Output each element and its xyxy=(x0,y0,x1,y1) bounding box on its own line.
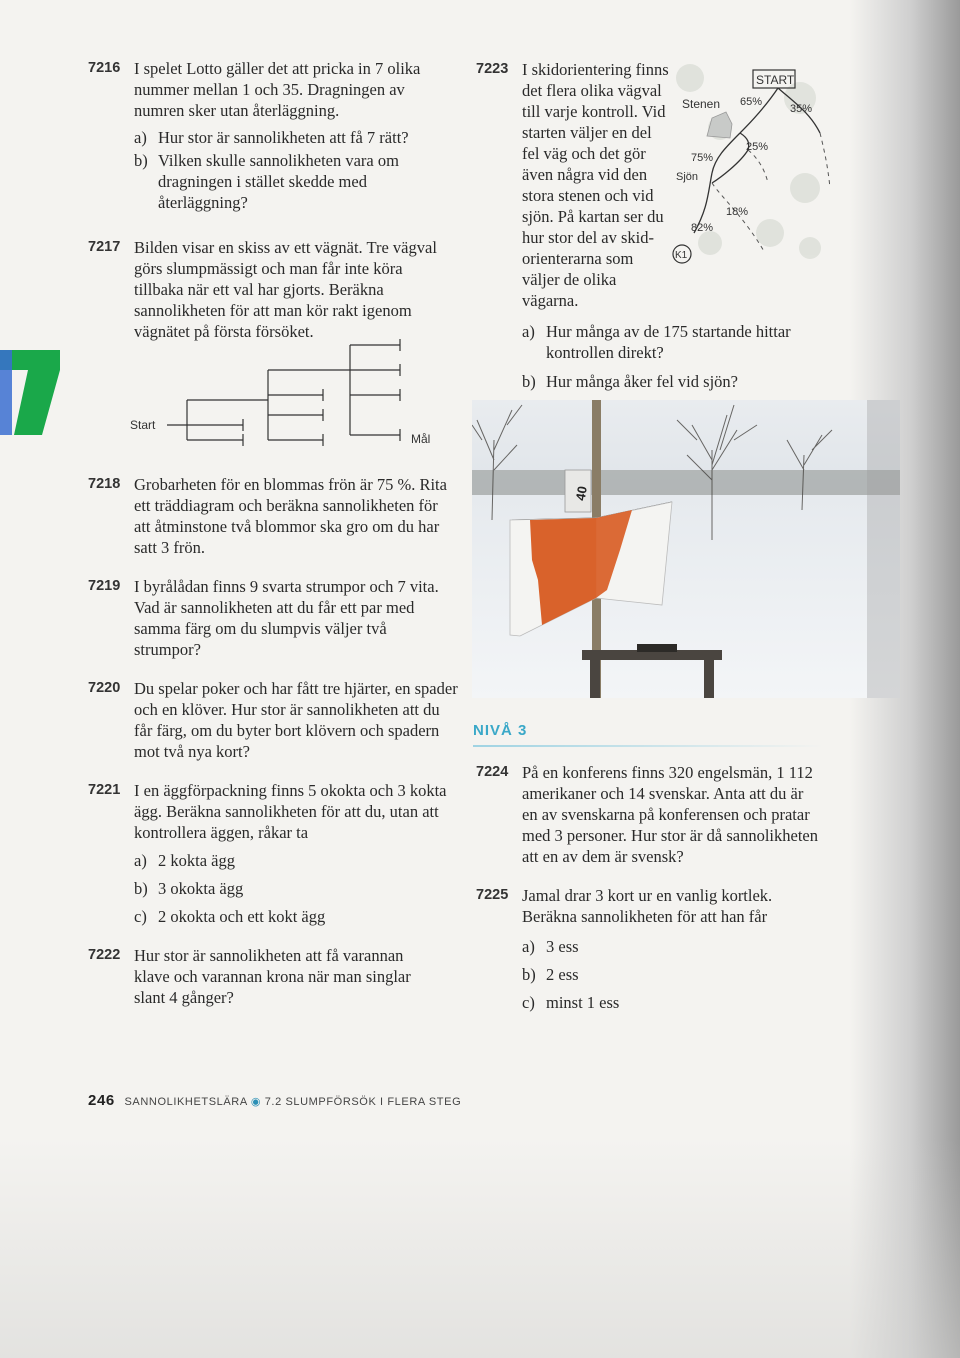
map-pct-75: 75% xyxy=(691,152,714,164)
map-lake-label: Sjön xyxy=(676,171,699,183)
map-pct-82: 82% xyxy=(691,222,714,234)
level-heading-rule xyxy=(473,745,823,747)
exercise-number: 7222 xyxy=(88,947,121,963)
start-label: Start xyxy=(130,418,156,432)
subquestion-b: b) Hur många åker fel vid sjön? xyxy=(522,372,738,391)
ski-orienteering-map xyxy=(660,58,830,283)
subquestion-a: a) 2 kokta ägg xyxy=(134,851,235,870)
map-pct-65: 65% xyxy=(740,96,763,108)
map-pct-25: 25% xyxy=(746,141,769,153)
exercise-7220 xyxy=(88,678,458,762)
exercise-text: Hur stor är sannolikheten att få varannan klave och varannan krona när man singlar slant 4 gånger? xyxy=(134,946,411,1007)
exercise-number: 7217 xyxy=(88,239,121,255)
footer-separator-icon: ◉ xyxy=(250,1096,262,1108)
page-number: 246 xyxy=(88,1092,115,1109)
exercise-7224 xyxy=(476,762,821,867)
control-number: 40 xyxy=(572,484,590,502)
exercise-text: Grobarheten för en blommas frön är 75 %. Rita ett träddiagram och beräkna sannolikheten för att åtminstone två blommor ska gro om du har satt 3 frön. xyxy=(134,475,447,557)
subquestion-a: a) 3 ess xyxy=(522,937,579,956)
exercise-number: 7218 xyxy=(88,476,121,492)
map-start-label: START xyxy=(756,73,795,87)
exercise-7221 xyxy=(88,780,448,927)
subquestion-c: c) 2 okokta och ett kokt ägg xyxy=(134,907,326,926)
subquestion-b: b) 3 okokta ägg xyxy=(134,879,244,898)
exercise-7225 xyxy=(476,885,821,1013)
section-title: 7.2 SLUMPFÖRSÖK I FLERA STEG xyxy=(264,1096,462,1108)
exercise-text: Bilden visar en skiss av ett vägnät. Tre vägval görs slumpmässigt och man får inte köra tillbaka när ett val har gjorts. Beräkna sannolikheten för att man kör rakt igenom vägnätet på första försöket. xyxy=(134,238,437,341)
chapter-tab-marker xyxy=(0,335,60,435)
map-pct-18: 18% xyxy=(726,206,749,218)
exercise-7219 xyxy=(88,576,448,660)
chapter-title: SANNOLIKHETSLÄRA xyxy=(124,1096,248,1108)
exercise-number: 7225 xyxy=(476,887,509,903)
exercise-7216 xyxy=(88,58,448,213)
subquestion-a: a) Hur många av de 175 startande hittar kontrollen direkt? xyxy=(522,322,791,362)
exercise-number: 7216 xyxy=(88,60,121,76)
map-control-k1: K1 xyxy=(675,250,688,261)
exercise-text: Jamal drar 3 kort ur en vanlig kortlek. Beräkna sannolikheten för att han får xyxy=(522,886,773,926)
exercise-number: 7219 xyxy=(88,578,121,594)
map-stone-label: Stenen xyxy=(682,97,721,111)
exercise-text: I byrålådan finns 9 svarta strumpor och 7 vita. Vad är sannolikheten att du får ett par med samma färg om du slumpvis väljer två strumpor? xyxy=(134,577,439,659)
subquestion-b: b) 2 ess xyxy=(522,965,579,984)
exercise-number: 7223 xyxy=(476,61,509,77)
exercise-7217 xyxy=(88,237,448,342)
exercise-7218 xyxy=(88,474,458,558)
exercise-text: På en konferens finns 320 engelsmän, 1 112 amerikaner och 14 svenskar. Anta att du är en av svenskarna på konferensen och pratar med 3 personer. Hur stor är då sannolikheten att en av dem är svensk? xyxy=(522,763,819,866)
subquestion-c: c) minst 1 ess xyxy=(522,993,620,1012)
exercise-number: 7221 xyxy=(88,782,121,798)
photo-orienteering-control xyxy=(472,400,900,698)
subquestion-a: a) Hur stor är sannolikheten att få 7 rätt? xyxy=(134,128,409,147)
level-heading: NIVÅ 3 xyxy=(473,722,528,739)
exercise-text: I spelet Lotto gäller det att pricka in 7 olika nummer mellan 1 och 35. Dragningen av numren sker utan återläggning. xyxy=(134,59,421,120)
exercise-text: Du spelar poker och har fått tre hjärter, en spader och en klöver. Hur stor är sannolikheten att du får färg, om du byter bort klövern och spadern mot två nya kort? xyxy=(134,679,458,761)
exercise-number: 7224 xyxy=(476,764,509,780)
goal-label: Mål xyxy=(411,432,431,446)
map-pct-35: 35% xyxy=(790,103,813,115)
exercise-text: I skidorientering finns det flera olika vägval till varje kontroll. Vid starten väljer en del fel väg och det gör även några vid den stora stenen och vid sjön. På kartan ser du hur stor del av skid-orienterarna som väljer de olika vägarna. xyxy=(522,60,669,310)
road-network-diagram xyxy=(125,335,455,450)
bottom-shade xyxy=(0,1138,960,1358)
exercise-text: I en äggförpackning finns 5 okokta och 3 kokta ägg. Beräkna sannolikheten för att du, utan att kontrollera äggen, råkar ta xyxy=(134,781,447,842)
exercise-number: 7220 xyxy=(88,680,121,696)
subquestion-b: b) Vilken skulle sannolikheten vara om dragningen i stället skedde med återläggning? xyxy=(134,151,399,212)
page-footer xyxy=(88,1092,461,1109)
exercise-7222 xyxy=(88,945,433,1008)
